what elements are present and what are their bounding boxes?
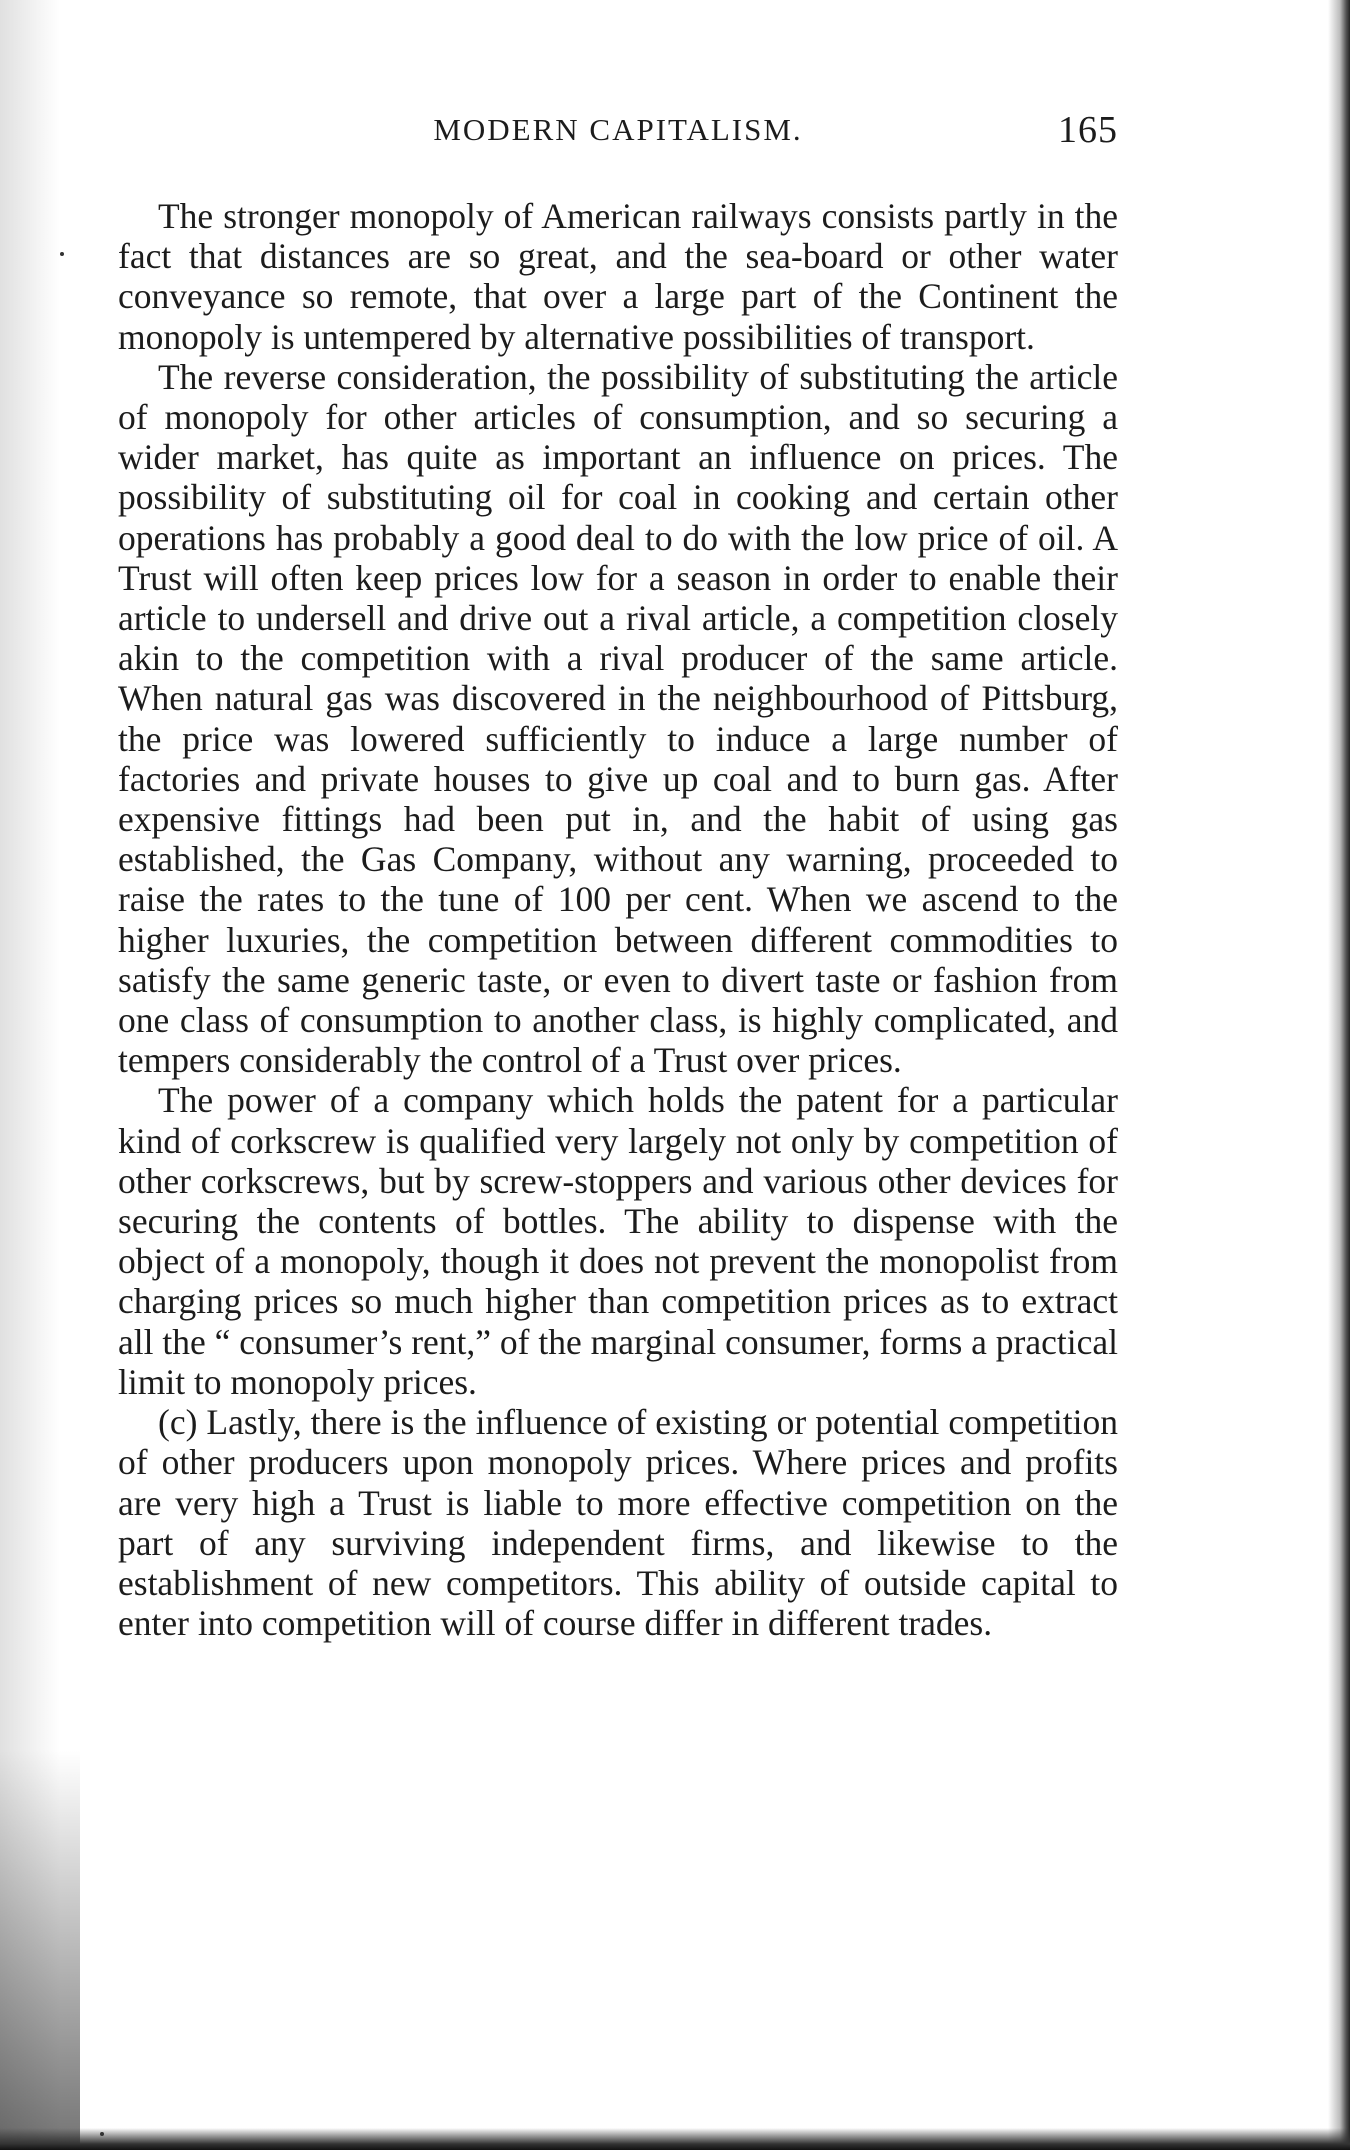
- body-text: [118, 196, 1118, 1643]
- paragraph-corkscrew: The power of a company which holds the patent for a particular kind of corkscrew is qualified very largely not only by competition of other corkscrews, but by screw-stoppers and various other devices for securing the contents of bottles. The ability to dispense with the object of a monopoly, though it does not prevent the monopolist from charging prices so much higher than competition prices as to extract all the “ consumer’s rent,” of the marginal consumer, forms a practical limit to monopoly prices.: [118, 1080, 1118, 1402]
- page-header: [118, 108, 1118, 158]
- scan-left-corner-shadow: [0, 1750, 80, 2150]
- running-title: MODERN CAPITALISM.: [433, 112, 803, 147]
- paragraph-substitution: The reverse consideration, the possibility of substituting the article of monopoly for other articles of consumption, and so securing a wider market, has quite as important an influence on prices. The possibility of substituting oil for coal in cooking and certain other operations has probably a good deal to do with the low price of oil. A Trust will often keep prices low for a season in order to enable their article to undersell and drive out a rival article, a competition closely akin to the competition with a rival producer of the same article. When natural gas was discovered in the neighbourhood of Pittsburg, the price was lowered sufficiently to induce a large number of factories and private houses to give up coal and to burn gas. After expensive fittings had been put in, and the habit of using gas established, the Gas Company, without any warning, proceeded to raise the rates to the tune of 100 per cent. When we ascend to the higher luxuries, the competition between different commodities to satisfy the same generic taste, or even to divert taste or fashion from one class of consumption to another class, is highly complicated, and tempers considerably the control of a Trust over prices.: [118, 356, 1118, 1081]
- paragraph-railways: The stronger monopoly of American railways consists partly in the fact that distances are so great, and the sea-board or other water conveyance so remote, that over a large part of the Continent the monopoly is untempered by alternative possibilities of transport.: [118, 196, 1118, 357]
- scan-binding-shadow: [1328, 0, 1350, 2150]
- scan-speck: [100, 2132, 104, 2136]
- page-number: 165: [1058, 109, 1118, 151]
- scan-bottom-edge-shadow: [0, 2128, 1350, 2150]
- paragraph-competition: (c) Lastly, there is the influence of existing or potential competition of other producers upon monopoly prices. Where prices and profits are very high a Trust is liable to more effective competition on the part of any surviving independent firms, and likewise to the establishment of new competitors. This ability of outside capital to enter into competition will of course differ in different trades.: [118, 1402, 1118, 1644]
- scan-speck: [60, 252, 64, 256]
